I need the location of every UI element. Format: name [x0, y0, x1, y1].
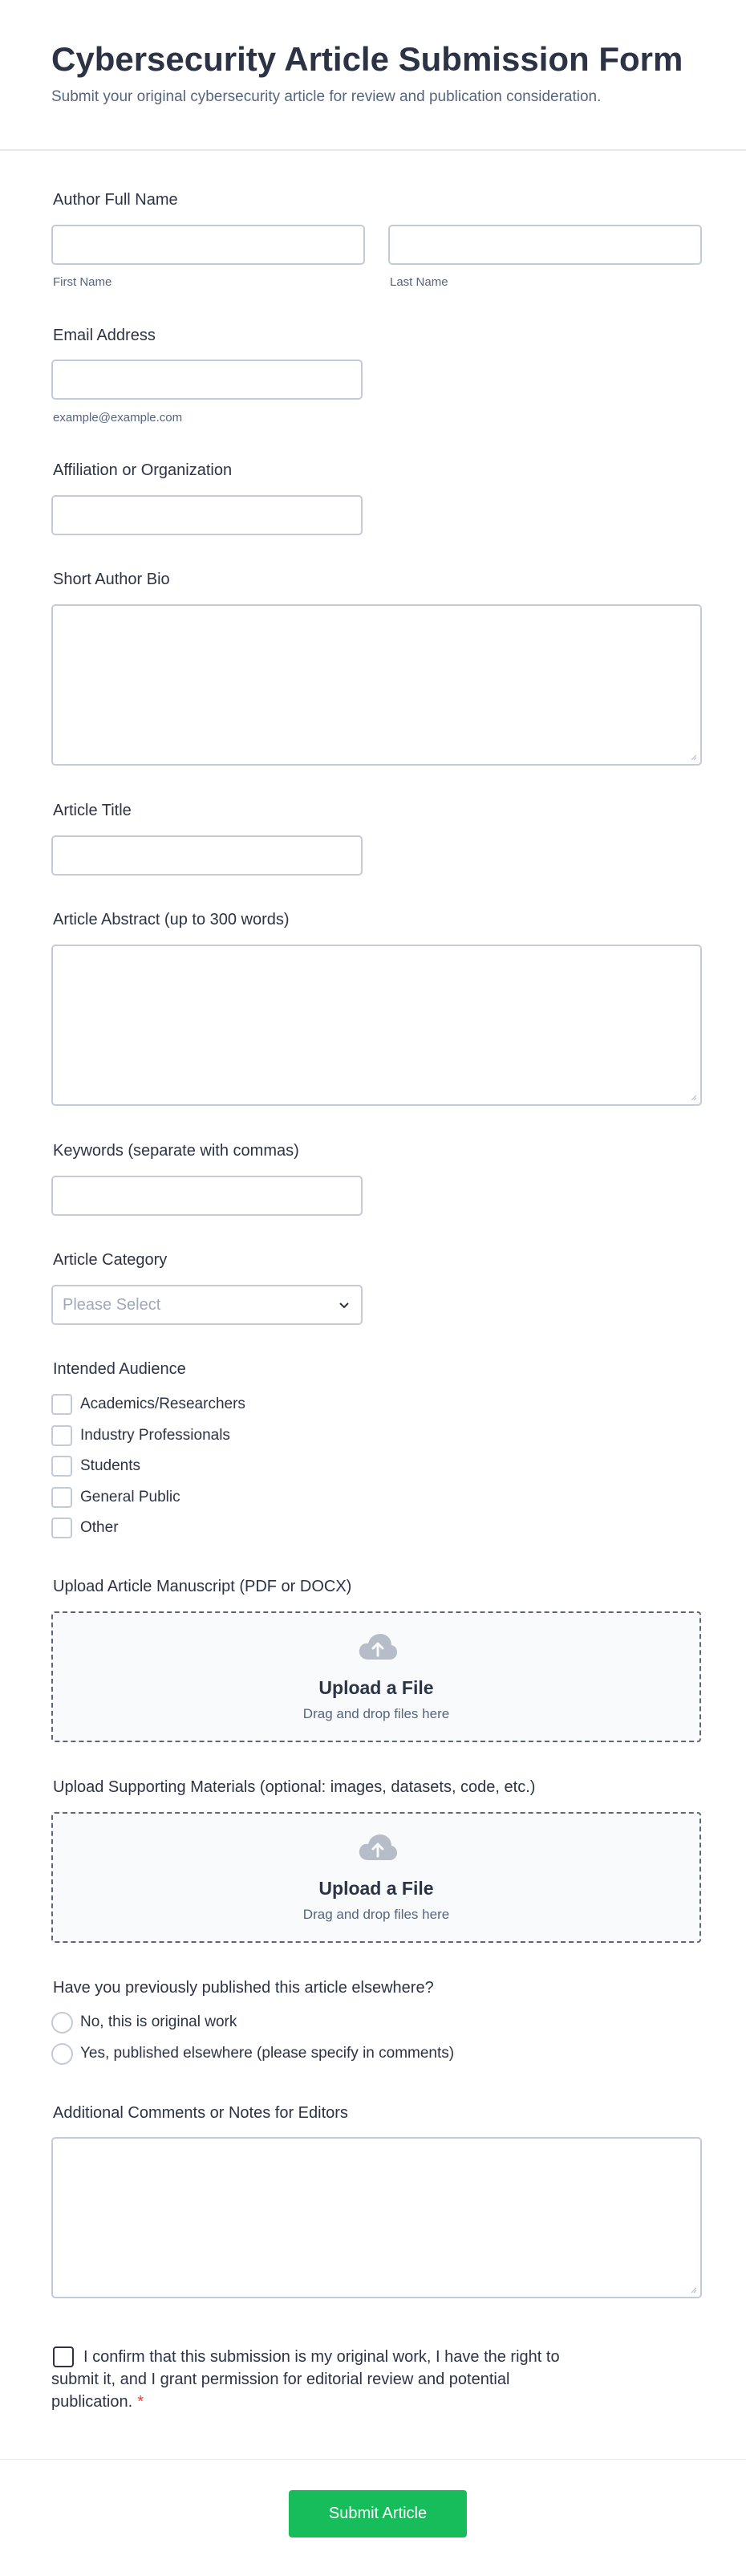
abstract-textarea[interactable]: [51, 945, 702, 1106]
radio-button[interactable]: [51, 2012, 73, 2034]
radio-button[interactable]: [51, 2043, 73, 2065]
email-input[interactable]: [51, 360, 363, 400]
upload-subtitle: Drag and drop files here: [302, 1907, 450, 1922]
keywords-label: Keywords (separate with commas): [53, 1142, 299, 1160]
resize-handle-icon[interactable]: [689, 1093, 697, 1101]
published-option-label: Yes, published elsewhere (please specify in comments): [80, 2045, 455, 2062]
first-name-sublabel: First Name: [53, 275, 112, 289]
confirm-label: I confirm that this submission is my original work, I have the right to submit it, and I grant permission for editorial review and potential publication.: [51, 2348, 560, 2411]
comments-label: Additional Comments or Notes for Editors: [53, 2104, 348, 2122]
comments-textarea[interactable]: [51, 2137, 702, 2298]
resize-handle-icon[interactable]: [689, 753, 697, 761]
email-sublabel: example@example.com: [53, 411, 183, 425]
supporting-label: Upload Supporting Materials (optional: images, datasets, code, etc.): [53, 1778, 536, 1796]
audience-option-label: Other: [80, 1519, 119, 1536]
checkbox[interactable]: [51, 1487, 72, 1508]
affiliation-input[interactable]: [51, 495, 363, 535]
bio-label: Short Author Bio: [53, 571, 170, 588]
form-header: [0, 0, 746, 151]
form-subtitle: Submit your original cybersecurity article for review and publication consideration.: [51, 88, 602, 105]
manuscript-label: Upload Article Manuscript (PDF or DOCX): [53, 1578, 352, 1595]
affiliation-label: Affiliation or Organization: [53, 461, 233, 479]
audience-option-label: Students: [80, 1457, 140, 1474]
bio-textarea[interactable]: [51, 604, 702, 766]
last-name-input[interactable]: [388, 225, 702, 265]
upload-subtitle: Drag and drop files here: [302, 1706, 450, 1721]
keywords-input[interactable]: [51, 1176, 363, 1216]
audience-option-label: General Public: [80, 1489, 180, 1505]
article-title-input[interactable]: [51, 835, 363, 876]
first-name-input[interactable]: [51, 225, 365, 265]
supporting-upload-dropzone[interactable]: [51, 1812, 701, 1943]
confirm-text: [51, 2346, 597, 2413]
submit-button[interactable]: Submit Article: [289, 2490, 467, 2537]
category-placeholder: Please Select: [63, 1296, 161, 1314]
chevron-down-icon: [337, 1298, 351, 1312]
category-label: Article Category: [53, 1251, 168, 1269]
audience-label: Intended Audience: [53, 1360, 186, 1378]
checkbox[interactable]: [51, 1456, 72, 1477]
email-label: Email Address: [53, 327, 156, 344]
checkbox[interactable]: [51, 1394, 72, 1415]
footer-divider: [0, 2459, 746, 2460]
checkbox[interactable]: [51, 1425, 72, 1446]
checkbox[interactable]: [51, 1518, 72, 1538]
cloud-upload-icon: [358, 1833, 398, 1863]
published-label: Have you previously published this article elsewhere?: [53, 1979, 434, 1997]
resize-handle-icon[interactable]: [689, 2285, 697, 2294]
abstract-label: Article Abstract (up to 300 words): [53, 911, 290, 928]
form-title: Cybersecurity Article Submission Form: [51, 40, 683, 78]
article-title-label: Article Title: [53, 802, 132, 819]
upload-title: Upload a File: [318, 1878, 434, 1899]
audience-option-label: Industry Professionals: [80, 1427, 230, 1444]
upload-title: Upload a File: [318, 1677, 434, 1698]
required-asterisk: *: [137, 2393, 144, 2411]
published-option-label: No, this is original work: [80, 2013, 237, 2030]
category-select[interactable]: [51, 1285, 363, 1325]
author-name-label: Author Full Name: [53, 191, 178, 209]
last-name-sublabel: Last Name: [390, 275, 448, 289]
manuscript-upload-dropzone[interactable]: [51, 1611, 701, 1742]
cloud-upload-icon: [358, 1632, 398, 1663]
audience-option-label: Academics/Researchers: [80, 1396, 245, 1412]
